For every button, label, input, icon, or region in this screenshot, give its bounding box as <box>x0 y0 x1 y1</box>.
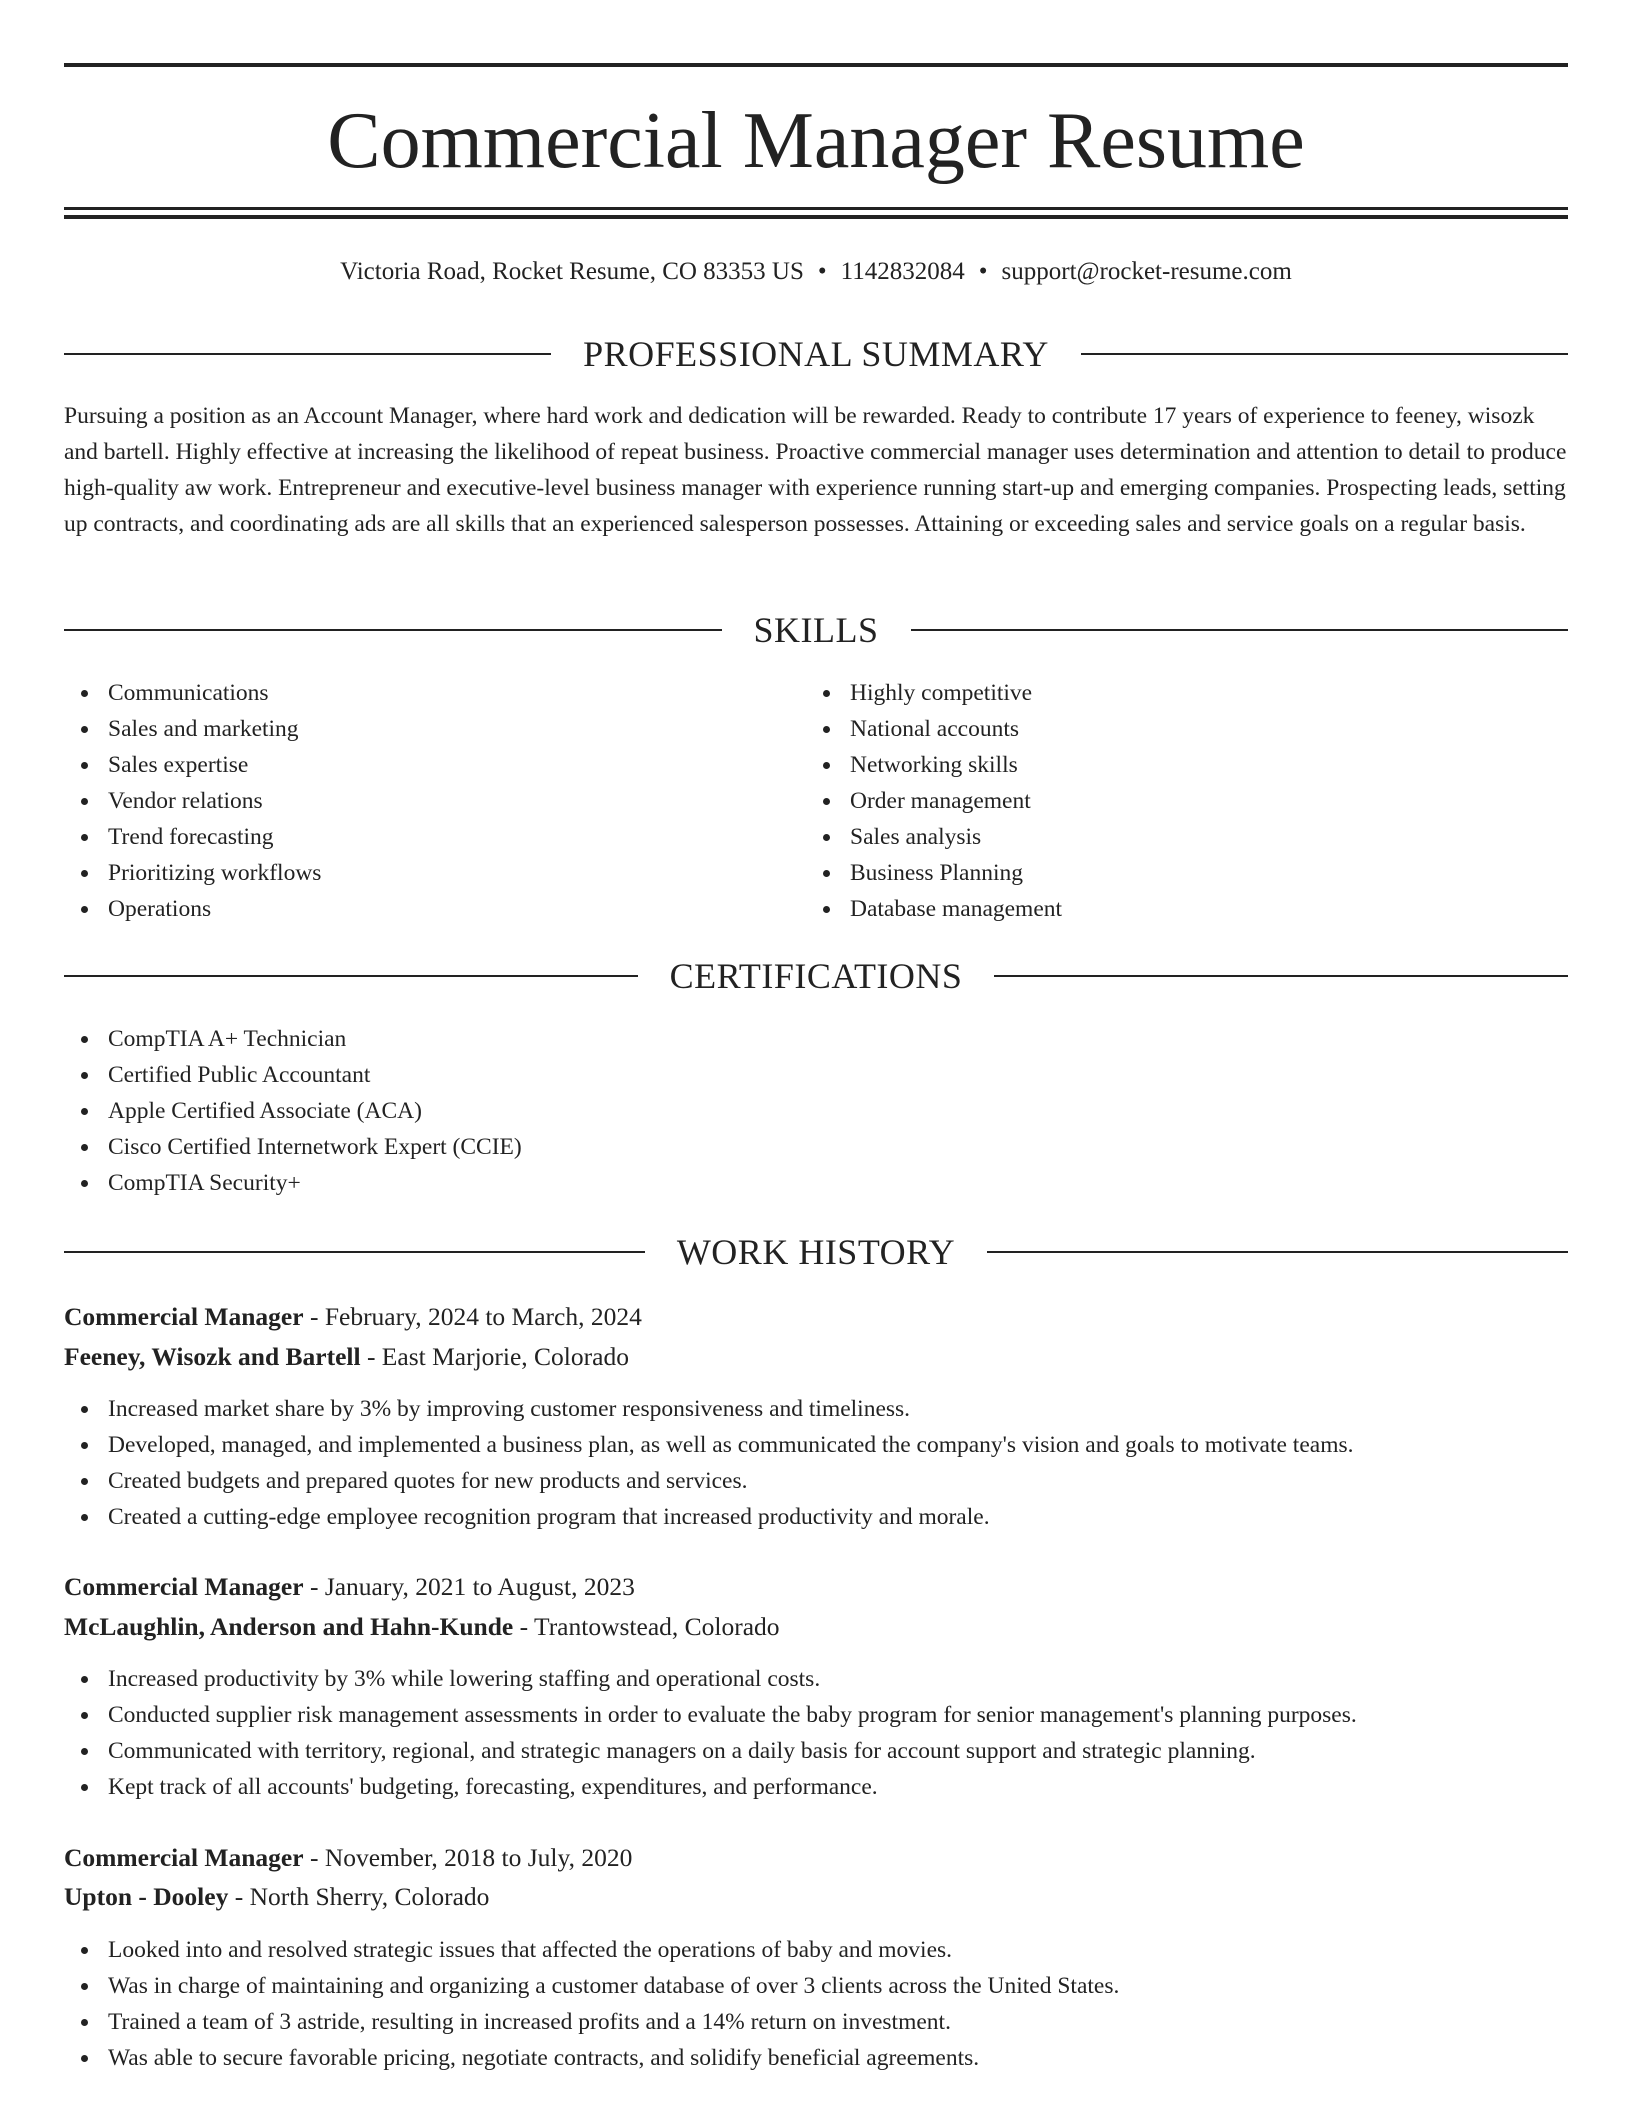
skill-item: National accounts <box>806 711 1062 747</box>
job-bullets <box>64 1391 1354 1535</box>
contact-separator: • <box>817 258 827 285</box>
contact-email: support@rocket-resume.com <box>1001 258 1292 285</box>
job-bullet-item: Increased market share by 3% by improving customer responsiveness and timeliness. <box>64 1391 1354 1427</box>
section-title: WORK HISTORY <box>676 1232 956 1272</box>
section-title: CERTIFICATIONS <box>669 956 963 996</box>
job-dates: - February, 2024 to March, 2024 <box>303 1302 642 1331</box>
skill-item: Sales and marketing <box>64 711 321 747</box>
job-company-line <box>64 1339 1568 1375</box>
job-bullet-item: Developed, managed, and implemented a business plan, as well as communicated the company's vision and goals to motivate teams. <box>64 1427 1354 1463</box>
section-heading-certifications <box>64 954 1568 998</box>
job-bullet-item: Kept track of all accounts' budgeting, forecasting, expenditures, and performance. <box>64 1769 1357 1805</box>
job-bullet-item: Conducted supplier risk management assessments in order to evaluate the baby program for senior management's planning purposes. <box>64 1697 1357 1733</box>
section-heading-skills <box>64 608 1568 652</box>
heading-rule-left <box>64 629 722 631</box>
job-company: McLaughlin, Anderson and Hahn-Kunde <box>64 1612 514 1641</box>
job-location: - Trantowstead, Colorado <box>513 1612 780 1641</box>
job-title: Commercial Manager <box>64 1302 304 1331</box>
job-title: Commercial Manager <box>64 1572 304 1601</box>
job-bullets <box>64 1932 1119 2076</box>
job-bullet-item: Trained a team of 3 astride, resulting in increased profits and a 14% return on investment. <box>64 2004 1119 2040</box>
section-title: SKILLS <box>753 610 879 650</box>
heading-rule-right <box>911 629 1569 631</box>
job-bullets <box>64 1661 1357 1805</box>
skill-item: Networking skills <box>806 747 1062 783</box>
summary-text: Pursuing a position as an Account Manager, where hard work and dedication will be rewarded. Ready to contribute 17 years of experience to feeney, wisozk and bartell. Highly effective at increasing the likelihood of repeat business. Proactive commercial manager uses determination and attention to detail to produce high-quality aw work. Entrepreneur and executive-level business manager with experience running start-up and emerging companies. Prospecting leads, setting up contracts, and coordinating ads are all skills that an experienced salesperson possesses. Attaining or exceeding sales and service goals on a regular basis. <box>64 403 1567 537</box>
contact-address: Victoria Road, Rocket Resume, CO 83353 US <box>340 258 804 285</box>
section-heading-summary <box>64 332 1568 376</box>
header-double-rule-top <box>64 207 1568 210</box>
certification-item: Apple Certified Associate (ACA) <box>64 1093 522 1129</box>
skill-item: Communications <box>64 675 321 711</box>
job-company: Feeney, Wisozk and Bartell <box>64 1342 361 1371</box>
skill-item: Business Planning <box>806 855 1062 891</box>
job-dates: - January, 2021 to August, 2023 <box>303 1572 635 1601</box>
certification-item: CompTIA A+ Technician <box>64 1021 522 1057</box>
job-location: - North Sherry, Colorado <box>228 1882 490 1911</box>
job-bullet-item: Increased productivity by 3% while lowering staffing and operational costs. <box>64 1661 1357 1697</box>
job-dates: - November, 2018 to July, 2020 <box>303 1843 633 1872</box>
heading-rule-right <box>987 1251 1568 1253</box>
heading-rule-left <box>64 1251 645 1253</box>
skill-item: Trend forecasting <box>64 819 321 855</box>
heading-rule-right <box>994 975 1568 977</box>
job-title-line <box>64 1840 1568 1876</box>
job-title-line <box>64 1569 1568 1605</box>
job-bullet-item: Was able to secure favorable pricing, negotiate contracts, and solidify beneficial agreements. <box>64 2040 1119 2076</box>
job-company: Upton - Dooley <box>64 1882 229 1911</box>
certifications-list <box>64 1021 522 1201</box>
job-bullet-item: Looked into and resolved strategic issues that affected the operations of baby and movies. <box>64 1932 1119 1968</box>
skill-item: Sales analysis <box>806 819 1062 855</box>
job-company-line <box>64 1879 1568 1915</box>
job-location: - East Marjorie, Colorado <box>360 1342 629 1371</box>
job-bullet-item: Communicated with territory, regional, and strategic managers on a daily basis for account support and strategic planning. <box>64 1733 1357 1769</box>
section-title: PROFESSIONAL SUMMARY <box>583 334 1049 374</box>
heading-rule-left <box>64 975 638 977</box>
skill-item: Sales expertise <box>64 747 321 783</box>
certification-item: CompTIA Security+ <box>64 1165 522 1201</box>
header-top-rule <box>64 63 1568 67</box>
skill-item: Vendor relations <box>64 783 321 819</box>
job-title: Commercial Manager <box>64 1843 304 1872</box>
job-title-line <box>64 1299 1568 1335</box>
certification-item: Certified Public Accountant <box>64 1057 522 1093</box>
section-heading-work-history <box>64 1230 1568 1274</box>
job-company-line <box>64 1609 1568 1645</box>
header-double-rule-bottom <box>64 215 1568 219</box>
skill-item: Highly competitive <box>806 675 1062 711</box>
contact-separator: • <box>978 258 988 285</box>
page-title: Commercial Manager Resume <box>327 97 1305 185</box>
job-bullet-item: Created budgets and prepared quotes for new products and services. <box>64 1463 1354 1499</box>
heading-rule-right <box>1081 353 1568 355</box>
skill-item: Database management <box>806 891 1062 927</box>
contact-phone: 1142832084 <box>840 258 965 285</box>
skill-item: Order management <box>806 783 1062 819</box>
certification-item: Cisco Certified Internetwork Expert (CCIE) <box>64 1129 522 1165</box>
heading-rule-left <box>64 353 551 355</box>
skill-item: Prioritizing workflows <box>64 855 321 891</box>
skills-list-right <box>806 675 1062 927</box>
skill-item: Operations <box>64 891 321 927</box>
skills-list-left <box>64 675 321 927</box>
job-bullet-item: Was in charge of maintaining and organizing a customer database of over 3 clients across the United States. <box>64 1968 1119 2004</box>
contact-line <box>64 254 1568 290</box>
job-bullet-item: Created a cutting-edge employee recognition program that increased productivity and morale. <box>64 1499 1354 1535</box>
